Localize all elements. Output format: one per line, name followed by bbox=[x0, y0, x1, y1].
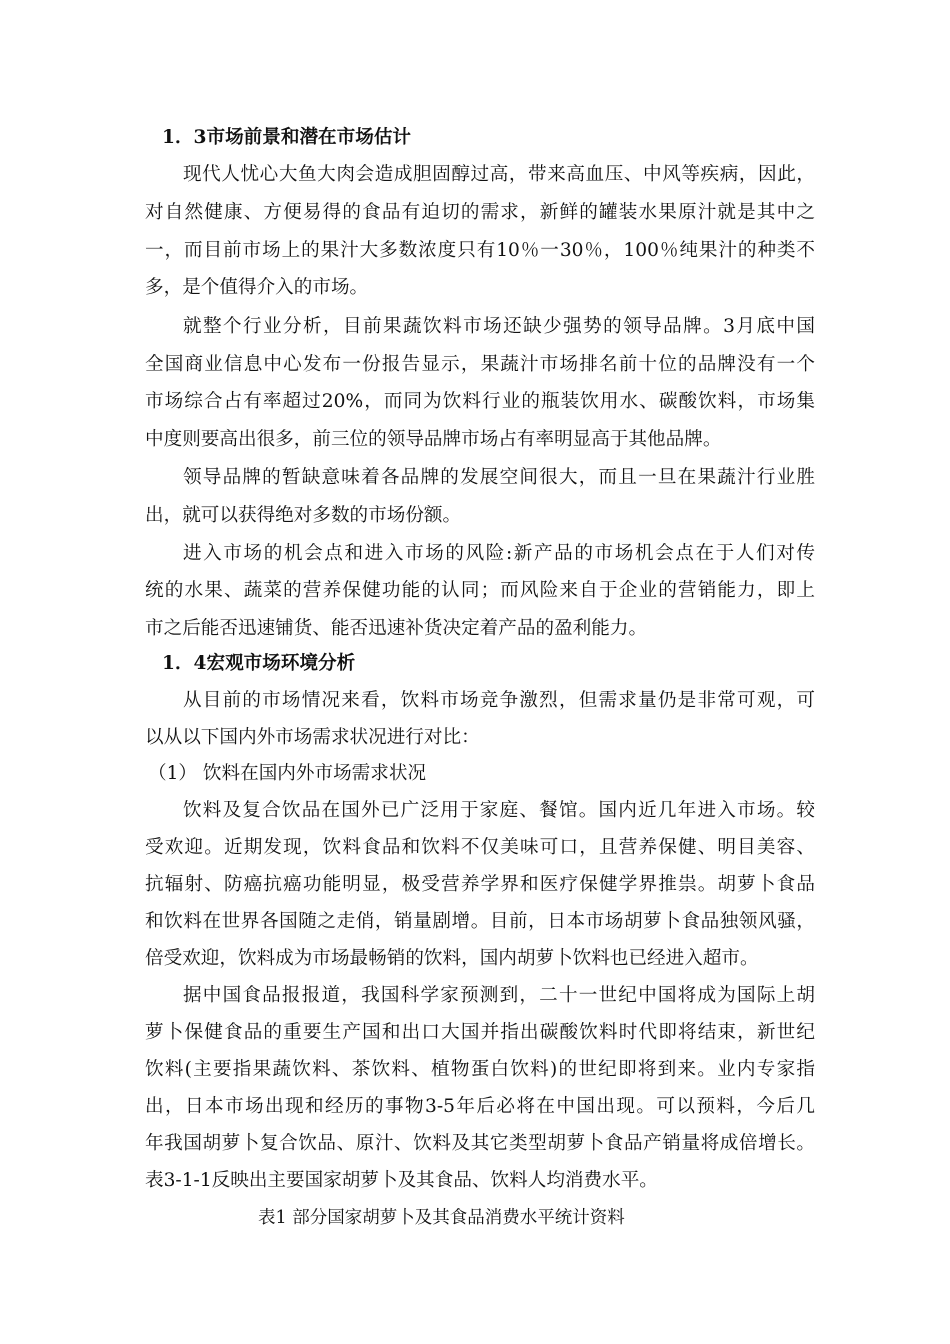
paragraph-line: 市场综合占有率超过20%，而同为饮料行业的瓶装饮用水、碳酸饮料，市场集 bbox=[145, 391, 815, 412]
paragraph-line: 抗辐射、防癌抗癌功能明显，极受营养学界和医疗保健学界推祟。胡萝卜食品 bbox=[145, 874, 815, 895]
paragraph-line: 就整个行业分析，目前果蔬饮料市场还缺少强势的领导品牌。3月底中国 bbox=[183, 316, 815, 337]
paragraph-line: 年我国胡萝卜复合饮品、原汁、饮料及其它类型胡萝卜食品产销量将成倍增长。 bbox=[145, 1133, 815, 1154]
paragraph-line: 表3-1-1反映出主要国家胡萝卜及其食品、饮料人均消费水平。 bbox=[145, 1170, 658, 1191]
paragraph-line: 进入市场的机会点和进入市场的风险:新产品的市场机会点在于人们对传 bbox=[183, 543, 815, 564]
paragraph-line: 出，就可以获得绝对多数的市场份额。 bbox=[145, 505, 462, 526]
section-heading-1-4: 1．4宏观市场环境分析 bbox=[162, 653, 356, 674]
paragraph-line: 全国商业信息中心发布一份报告显示，果蔬汁市场排名前十位的品牌没有一个 bbox=[145, 354, 815, 375]
table-caption: 表1 部分国家胡萝卜及其食品消费水平统计资料 bbox=[258, 1208, 625, 1228]
paragraph-line: 出，日本市场出现和经历的事物3-5年后必将在中国出现。可以预料，今后几 bbox=[145, 1096, 815, 1117]
subsection-heading: （1） 饮料在国内外市场需求状况 bbox=[148, 763, 427, 784]
paragraph-line: 和饮料在世界各国随之走俏，销量剧增。目前，日本市场胡萝卜食品独领风骚， bbox=[145, 911, 815, 932]
paragraph-line: 萝卜保健食品的重要生产国和出口大国并指出碳酸饮料时代即将结束，新世纪 bbox=[145, 1022, 815, 1043]
paragraph-line: 以从以下国内外市场需求状况进行对比： bbox=[145, 727, 480, 748]
paragraph-line: 统的水果、蔬菜的营养保健功能的认同；而风险来自于企业的营销能力，即上 bbox=[145, 580, 815, 601]
paragraph-line: 据中国食品报报道，我国科学家预测到，二十一世纪中国将成为国际上胡 bbox=[183, 985, 815, 1006]
paragraph-line: 多，是个值得介入的市场。 bbox=[145, 277, 369, 298]
paragraph-line: 饮料(主要指果蔬饮料、茶饮料、植物蛋白饮料)的世纪即将到来。业内专家指 bbox=[145, 1059, 815, 1080]
section-heading-1-3: 1．3市场前景和潜在市场估计 bbox=[162, 127, 412, 148]
paragraph-line: 一，而目前市场上的果汁大多数浓度只有10％一30％，100％纯果汁的种类不 bbox=[145, 240, 815, 261]
paragraph-line: 受欢迎。近期发现，饮料食品和饮料不仅美味可口，且营养保健、明目美容、 bbox=[145, 837, 815, 858]
paragraph-line: 从目前的市场情况来看，饮料市场竞争激烈，但需求量仍是非常可观，可 bbox=[183, 690, 815, 711]
paragraph-line: 倍受欢迎，饮料成为市场最畅销的饮料，国内胡萝卜饮料也已经进入超市。 bbox=[145, 948, 759, 969]
paragraph-line: 中度则要高出很多，前三位的领导品牌市场占有率明显高于其他品牌。 bbox=[145, 429, 722, 450]
paragraph-line: 对自然健康、方便易得的食品有迫切的需求，新鲜的罐装水果原汁就是其中之 bbox=[145, 202, 815, 223]
paragraph-line: 现代人忧心大鱼大肉会造成胆固醇过高，带来高血压、中风等疾病，因此， bbox=[183, 164, 815, 185]
paragraph-line: 领导品牌的暂缺意味着各品牌的发展空间很大，而且一旦在果蔬汁行业胜 bbox=[183, 467, 815, 488]
paragraph-line: 饮料及复合饮品在国外已广泛用于家庭、餐馆。国内近几年进入市场。较 bbox=[183, 800, 815, 821]
paragraph-line: 市之后能否迅速铺货、能否迅速补货决定着产品的盈利能力。 bbox=[145, 618, 648, 639]
